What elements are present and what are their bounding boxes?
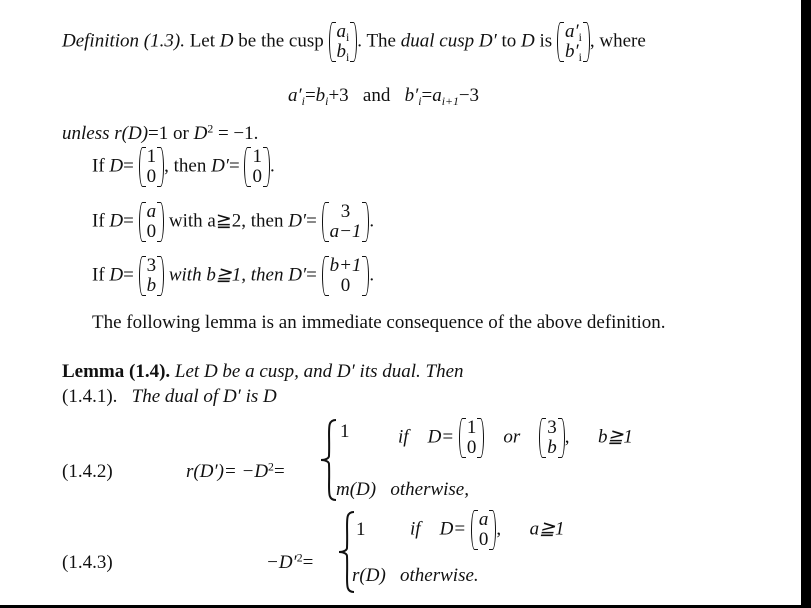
formula-ai: a′: [288, 85, 302, 106]
case-2-dprime: D′: [288, 210, 307, 232]
eq-143-c2-text: otherwise.: [400, 565, 479, 586]
eq-142-c1-bot2: b: [547, 436, 557, 458]
case-3-if: If: [92, 264, 105, 286]
case-3-rtop: b+1: [329, 255, 362, 276]
unless-eq: =1: [148, 123, 169, 144]
case-3-cond: with b≧1, then: [168, 264, 284, 286]
case-3-vector: [139, 256, 165, 296]
item-1-num: (1.4.1).: [62, 386, 118, 407]
formula-sub-3: i: [418, 95, 422, 109]
formula-ai1: a: [432, 85, 442, 106]
eq-143-c1-top: a: [478, 509, 489, 530]
text-let: Let: [189, 30, 216, 52]
case-1-top: 1: [146, 146, 157, 167]
symbol-d-squared: D: [193, 123, 208, 144]
case-1-rtop: 1: [252, 146, 262, 167]
dual-bot: b′: [564, 40, 579, 62]
case-1-result: [244, 147, 270, 187]
formula-eq-2: =: [421, 85, 433, 106]
eq-142-c2-val: m(D): [336, 479, 377, 500]
text-where: , where: [589, 30, 646, 52]
formula-and: and: [362, 85, 391, 106]
case-3-rbot: 0: [340, 274, 351, 296]
text-or: or: [173, 123, 189, 144]
case-3-d: D: [109, 264, 124, 286]
definition-line: [62, 21, 646, 65]
eq-143-c1-vector: [471, 510, 497, 550]
text-period: .: [357, 30, 363, 52]
eq-142-c1-d: D=: [427, 426, 455, 448]
unless-sq: 2: [207, 122, 214, 136]
eq-142-lhs-text: r(D′)= −D: [186, 461, 269, 482]
case-1-eq: =: [123, 155, 134, 177]
case-2-cond: with a≧2, then: [168, 210, 284, 232]
eq-142-c1-bot: 0: [466, 436, 477, 458]
lemma-item-1: [62, 387, 277, 406]
following-text: The following lemma is an immediate consequence of the above definition.: [92, 312, 666, 333]
eq-143-case-1: [356, 520, 366, 539]
eq-143-eq: =: [302, 552, 314, 573]
symbol-rd: r(D): [114, 123, 149, 144]
case-3-eq2: =: [306, 264, 317, 286]
formula-plus3: +3: [328, 85, 349, 106]
text-the: The: [366, 30, 396, 52]
case-2-eq2: =: [306, 210, 317, 232]
unless-val: = −1.: [217, 123, 259, 144]
eq-143-c1-comma: ,: [496, 518, 502, 540]
symbol-d: D: [219, 30, 234, 52]
eq-142-case-1: [340, 422, 350, 441]
formula-sub-2: i: [325, 95, 329, 109]
eq-143-num: (1.4.3): [62, 552, 113, 573]
cusp-bot-sub: i: [346, 51, 350, 65]
eq-142-case-1-cond: [398, 418, 633, 458]
eq-142-lhs: [186, 462, 285, 481]
dual-vector: [557, 21, 590, 65]
cusp-vector: [329, 21, 358, 65]
lemma-label: Lemma (1.4).: [62, 361, 171, 382]
eq-142-num: (1.4.2): [62, 461, 113, 482]
case-1-eq2: =: [228, 155, 240, 177]
eq-142-c1-or: or: [503, 426, 521, 448]
case-3-end: .: [369, 264, 375, 286]
text-is: is: [539, 30, 553, 52]
eq-142-c1-top2: 3: [547, 417, 557, 438]
case-3-dprime: D′: [288, 264, 307, 286]
case-3-result: [322, 256, 370, 296]
eq-143-lhs: [266, 553, 313, 572]
formula-minus3: −3: [458, 85, 480, 106]
formula-line: [288, 85, 480, 109]
formula-eq-1: =: [304, 85, 316, 106]
case-2-top: a: [146, 201, 157, 222]
dual-bot-sub: i: [578, 51, 582, 65]
case-2-bot: 0: [146, 220, 157, 242]
text-dual-cusp: dual cusp: [400, 30, 475, 52]
text-to: to: [501, 30, 517, 52]
case-2-end: .: [369, 210, 375, 232]
case-1-vector: [139, 147, 165, 187]
case-1-dprime: D′: [211, 155, 229, 177]
eq-143-c2-val: r(D): [352, 565, 386, 586]
dual-top: a′: [564, 21, 579, 42]
lemma-text: Let D be a cusp, and D′ its dual. Then: [174, 361, 464, 382]
symbol-dprime: D′: [478, 30, 497, 52]
item-1-text: The dual of D′ is D: [131, 386, 277, 407]
eq-142-c1-top: 1: [466, 417, 477, 438]
eq-143-c1-val: 1: [356, 519, 366, 540]
eq-143-lhs-text: −D′: [266, 552, 297, 573]
case-1-rbot: 0: [252, 165, 262, 187]
cusp-bot: b: [336, 40, 346, 62]
page-edge-right: [801, 0, 811, 608]
text-unless: unless: [62, 123, 110, 144]
dual-top-sub: i: [578, 31, 582, 45]
case-1-cond: , then: [164, 155, 207, 177]
case-3-eq: =: [123, 264, 134, 286]
case-2-d: D: [109, 210, 124, 232]
eq-142-c1-val: 1: [340, 421, 350, 442]
case-2-result: [322, 202, 370, 242]
eq-142-c2-text: otherwise,: [390, 479, 469, 500]
case-1-if: If: [92, 155, 105, 177]
eq-142-c1-cond: b≧1: [598, 426, 633, 448]
formula-bi: b: [315, 85, 326, 106]
unless-line: [62, 124, 258, 143]
case-1-bot: 0: [146, 165, 157, 187]
case-3-bot: b: [146, 274, 157, 296]
eq-142-sq: 2: [268, 460, 274, 474]
case-2-rtop: 3: [340, 201, 351, 222]
formula-sub-1: i: [301, 95, 305, 109]
formula-sub-4: i+1: [441, 95, 459, 109]
eq-143-c1-bot: 0: [478, 528, 489, 550]
lemma-line: [62, 362, 464, 381]
eq-142-c1-if: if: [398, 426, 409, 448]
eq-142-case-2: [336, 480, 469, 499]
case-2: [92, 202, 374, 242]
case-3: [92, 256, 374, 296]
text-be-the-cusp: be the cusp: [238, 30, 324, 52]
case-1: [92, 147, 275, 187]
case-2-eq: =: [123, 210, 134, 232]
symbol-d-2: D: [521, 30, 535, 52]
cusp-top: a: [336, 21, 346, 42]
eq-143-case-2: [352, 566, 479, 585]
eq-143-sq: 2: [296, 551, 303, 565]
eq-143-case-1-cond: [410, 510, 565, 550]
eq-142-eq: =: [273, 461, 285, 482]
case-1-end: .: [269, 155, 275, 177]
definition-label: Definition (1.3).: [62, 30, 185, 52]
case-2-if: If: [92, 210, 105, 232]
case-2-rbot: a−1: [329, 220, 362, 242]
cusp-top-sub: i: [346, 31, 350, 45]
case-1-d: D: [109, 155, 124, 177]
case-3-top: 3: [146, 255, 157, 276]
eq-143-c1-cond: a≧1: [529, 518, 565, 540]
eq-142-c1-vector-2: [539, 418, 565, 458]
eq-143-c1-if: if: [410, 518, 421, 540]
eq-142-c1-vector: [459, 418, 485, 458]
eq-143-c1-d: D=: [439, 518, 467, 540]
case-2-vector: [139, 202, 165, 242]
eq-142-c1-comma: ,: [564, 426, 570, 448]
formula-bi2: b′: [404, 85, 419, 106]
